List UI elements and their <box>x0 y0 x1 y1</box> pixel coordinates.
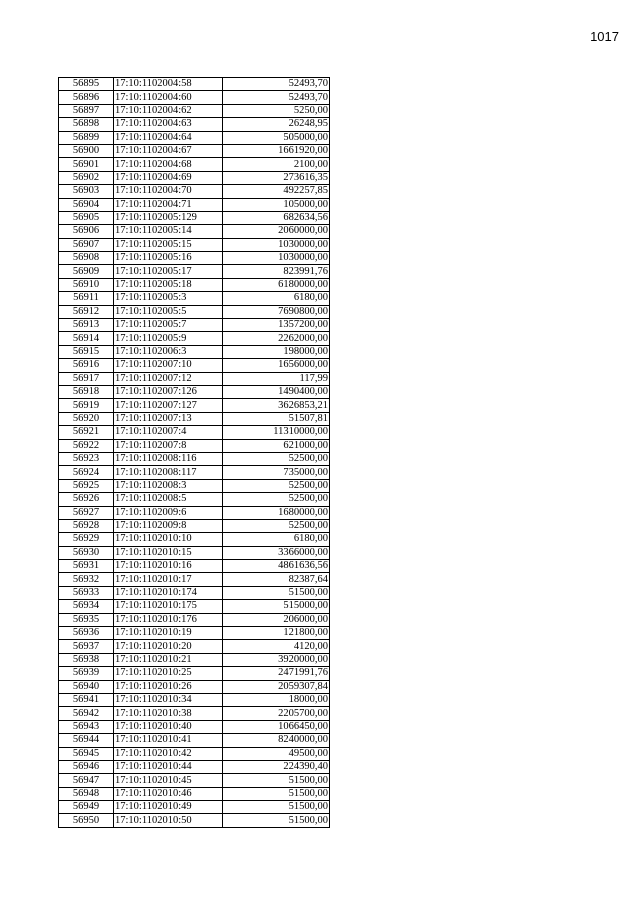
table-row <box>59 680 330 693</box>
row-number-cell: 56946 <box>59 760 114 773</box>
cadastral-number-cell: 17:10:1102005:15 <box>114 238 223 251</box>
value-cell: 1680000,00 <box>223 506 330 519</box>
table-row <box>59 493 330 506</box>
table-row <box>59 198 330 211</box>
cadastral-number-cell: 17:10:1102005:7 <box>114 319 223 332</box>
row-number-cell: 56921 <box>59 426 114 439</box>
cadastral-number-cell: 17:10:1102005:5 <box>114 305 223 318</box>
table-row <box>59 600 330 613</box>
cadastral-number-cell: 17:10:1102004:58 <box>114 78 223 91</box>
row-number-cell: 56942 <box>59 707 114 720</box>
cadastral-value-table <box>58 77 330 828</box>
row-number-cell: 56902 <box>59 171 114 184</box>
value-cell: 1030000,00 <box>223 252 330 265</box>
value-cell: 52493,70 <box>223 91 330 104</box>
row-number-cell: 56932 <box>59 573 114 586</box>
table-row <box>59 399 330 412</box>
row-number-cell: 56900 <box>59 144 114 157</box>
value-cell: 52500,00 <box>223 452 330 465</box>
value-cell: 51507,81 <box>223 412 330 425</box>
row-number-cell: 56913 <box>59 319 114 332</box>
value-cell: 121800,00 <box>223 627 330 640</box>
row-number-cell: 56925 <box>59 479 114 492</box>
value-cell: 6180000,00 <box>223 278 330 291</box>
value-cell: 273616,35 <box>223 171 330 184</box>
row-number-cell: 56904 <box>59 198 114 211</box>
value-cell: 1490400,00 <box>223 385 330 398</box>
table-row <box>59 814 330 827</box>
cadastral-number-cell: 17:10:1102004:62 <box>114 104 223 117</box>
cadastral-number-cell: 17:10:1102010:49 <box>114 801 223 814</box>
row-number-cell: 56923 <box>59 452 114 465</box>
table-row <box>59 801 330 814</box>
value-cell: 52500,00 <box>223 493 330 506</box>
cadastral-number-cell: 17:10:1102007:4 <box>114 426 223 439</box>
value-cell: 2262000,00 <box>223 332 330 345</box>
cadastral-number-cell: 17:10:1102010:26 <box>114 680 223 693</box>
row-number-cell: 56928 <box>59 519 114 532</box>
cadastral-number-cell: 17:10:1102004:60 <box>114 91 223 104</box>
value-cell: 1030000,00 <box>223 238 330 251</box>
row-number-cell: 56933 <box>59 586 114 599</box>
table-row <box>59 385 330 398</box>
table-row <box>59 185 330 198</box>
cadastral-number-cell: 17:10:1102007:13 <box>114 412 223 425</box>
table-row <box>59 519 330 532</box>
cadastral-number-cell: 17:10:1102007:10 <box>114 359 223 372</box>
value-cell: 7690800,00 <box>223 305 330 318</box>
cadastral-number-cell: 17:10:1102008:117 <box>114 466 223 479</box>
table-row <box>59 319 330 332</box>
value-cell: 105000,00 <box>223 198 330 211</box>
table-row <box>59 640 330 653</box>
cadastral-number-cell: 17:10:1102005:129 <box>114 211 223 224</box>
value-cell: 1066450,00 <box>223 720 330 733</box>
table-row <box>59 372 330 385</box>
table-row <box>59 560 330 573</box>
row-number-cell: 56939 <box>59 667 114 680</box>
value-cell: 735000,00 <box>223 466 330 479</box>
cadastral-number-cell: 17:10:1102008:5 <box>114 493 223 506</box>
table-body <box>59 78 330 828</box>
table-row <box>59 533 330 546</box>
cadastral-number-cell: 17:10:1102010:10 <box>114 533 223 546</box>
table-row <box>59 265 330 278</box>
cadastral-number-cell: 17:10:1102005:9 <box>114 332 223 345</box>
value-cell: 3920000,00 <box>223 653 330 666</box>
value-cell: 52500,00 <box>223 479 330 492</box>
cadastral-number-cell: 17:10:1102005:14 <box>114 225 223 238</box>
row-number-cell: 56931 <box>59 560 114 573</box>
cadastral-number-cell: 17:10:1102010:34 <box>114 693 223 706</box>
table-row <box>59 359 330 372</box>
cadastral-number-cell: 17:10:1102007:12 <box>114 372 223 385</box>
value-cell: 206000,00 <box>223 613 330 626</box>
value-cell: 682634,56 <box>223 211 330 224</box>
cadastral-number-cell: 17:10:1102009:8 <box>114 519 223 532</box>
value-cell: 52493,70 <box>223 78 330 91</box>
value-cell: 51500,00 <box>223 774 330 787</box>
cadastral-number-cell: 17:10:1102010:41 <box>114 734 223 747</box>
row-number-cell: 56922 <box>59 439 114 452</box>
cadastral-number-cell: 17:10:1102010:175 <box>114 600 223 613</box>
row-number-cell: 56943 <box>59 720 114 733</box>
table-row <box>59 653 330 666</box>
row-number-cell: 56926 <box>59 493 114 506</box>
table-row <box>59 747 330 760</box>
table-row <box>59 345 330 358</box>
table-row <box>59 707 330 720</box>
row-number-cell: 56937 <box>59 640 114 653</box>
value-cell: 51500,00 <box>223 801 330 814</box>
row-number-cell: 56916 <box>59 359 114 372</box>
table-row <box>59 439 330 452</box>
cadastral-number-cell: 17:10:1102010:25 <box>114 667 223 680</box>
value-cell: 1357200,00 <box>223 319 330 332</box>
table-row <box>59 225 330 238</box>
row-number-cell: 56938 <box>59 653 114 666</box>
row-number-cell: 56914 <box>59 332 114 345</box>
row-number-cell: 56905 <box>59 211 114 224</box>
cadastral-number-cell: 17:10:1102010:45 <box>114 774 223 787</box>
table-row <box>59 412 330 425</box>
value-cell: 51500,00 <box>223 814 330 827</box>
cadastral-number-cell: 17:10:1102010:16 <box>114 560 223 573</box>
row-number-cell: 56908 <box>59 252 114 265</box>
cadastral-number-cell: 17:10:1102010:19 <box>114 627 223 640</box>
row-number-cell: 56941 <box>59 693 114 706</box>
cadastral-number-cell: 17:10:1102010:17 <box>114 573 223 586</box>
value-cell: 823991,76 <box>223 265 330 278</box>
table-row <box>59 774 330 787</box>
cadastral-number-cell: 17:10:1102005:18 <box>114 278 223 291</box>
row-number-cell: 56936 <box>59 627 114 640</box>
cadastral-number-cell: 17:10:1102010:44 <box>114 760 223 773</box>
value-cell: 2060000,00 <box>223 225 330 238</box>
cadastral-number-cell: 17:10:1102004:64 <box>114 131 223 144</box>
row-number-cell: 56903 <box>59 185 114 198</box>
table-row <box>59 252 330 265</box>
value-cell: 621000,00 <box>223 439 330 452</box>
table-row <box>59 466 330 479</box>
row-number-cell: 56920 <box>59 412 114 425</box>
table-row <box>59 760 330 773</box>
page-number: 1017 <box>590 29 619 44</box>
row-number-cell: 56945 <box>59 747 114 760</box>
value-cell: 26248,95 <box>223 118 330 131</box>
table-row <box>59 91 330 104</box>
table-row <box>59 506 330 519</box>
table-row <box>59 211 330 224</box>
cadastral-number-cell: 17:10:1102010:46 <box>114 787 223 800</box>
table-row <box>59 546 330 559</box>
row-number-cell: 56898 <box>59 118 114 131</box>
cadastral-number-cell: 17:10:1102010:38 <box>114 707 223 720</box>
value-cell: 515000,00 <box>223 600 330 613</box>
table-row <box>59 479 330 492</box>
value-cell: 4861636,56 <box>223 560 330 573</box>
cadastral-number-cell: 17:10:1102005:16 <box>114 252 223 265</box>
cadastral-number-cell: 17:10:1102004:63 <box>114 118 223 131</box>
cadastral-number-cell: 17:10:1102010:21 <box>114 653 223 666</box>
table-row <box>59 158 330 171</box>
cadastral-number-cell: 17:10:1102010:40 <box>114 720 223 733</box>
table-row <box>59 787 330 800</box>
row-number-cell: 56948 <box>59 787 114 800</box>
value-cell: 52500,00 <box>223 519 330 532</box>
table-row <box>59 667 330 680</box>
cadastral-number-cell: 17:10:1102004:68 <box>114 158 223 171</box>
cadastral-number-cell: 17:10:1102010:50 <box>114 814 223 827</box>
row-number-cell: 56912 <box>59 305 114 318</box>
table-row <box>59 734 330 747</box>
cadastral-number-cell: 17:10:1102010:15 <box>114 546 223 559</box>
cadastral-number-cell: 17:10:1102007:8 <box>114 439 223 452</box>
cadastral-number-cell: 17:10:1102006:3 <box>114 345 223 358</box>
table-row <box>59 118 330 131</box>
row-number-cell: 56899 <box>59 131 114 144</box>
table-row <box>59 426 330 439</box>
value-cell: 2059307,84 <box>223 680 330 693</box>
value-cell: 224390,40 <box>223 760 330 773</box>
row-number-cell: 56910 <box>59 278 114 291</box>
table-row <box>59 292 330 305</box>
cadastral-number-cell: 17:10:1102007:127 <box>114 399 223 412</box>
table-row <box>59 238 330 251</box>
row-number-cell: 56919 <box>59 399 114 412</box>
cadastral-number-cell: 17:10:1102009:6 <box>114 506 223 519</box>
row-number-cell: 56901 <box>59 158 114 171</box>
value-cell: 1656000,00 <box>223 359 330 372</box>
table-row <box>59 573 330 586</box>
cadastral-number-cell: 17:10:1102010:20 <box>114 640 223 653</box>
value-cell: 11310000,00 <box>223 426 330 439</box>
value-cell: 51500,00 <box>223 586 330 599</box>
table-row <box>59 586 330 599</box>
value-cell: 6180,00 <box>223 292 330 305</box>
row-number-cell: 56917 <box>59 372 114 385</box>
row-number-cell: 56906 <box>59 225 114 238</box>
cadastral-number-cell: 17:10:1102005:3 <box>114 292 223 305</box>
cadastral-number-cell: 17:10:1102010:174 <box>114 586 223 599</box>
cadastral-number-cell: 17:10:1102010:42 <box>114 747 223 760</box>
table-row <box>59 452 330 465</box>
row-number-cell: 56907 <box>59 238 114 251</box>
row-number-cell: 56895 <box>59 78 114 91</box>
value-cell: 49500,00 <box>223 747 330 760</box>
table-row <box>59 171 330 184</box>
row-number-cell: 56940 <box>59 680 114 693</box>
row-number-cell: 56950 <box>59 814 114 827</box>
value-cell: 82387,64 <box>223 573 330 586</box>
value-cell: 492257,85 <box>223 185 330 198</box>
cadastral-number-cell: 17:10:1102010:176 <box>114 613 223 626</box>
row-number-cell: 56929 <box>59 533 114 546</box>
row-number-cell: 56918 <box>59 385 114 398</box>
table-row <box>59 693 330 706</box>
row-number-cell: 56934 <box>59 600 114 613</box>
value-cell: 8240000,00 <box>223 734 330 747</box>
value-cell: 3626853,21 <box>223 399 330 412</box>
value-cell: 51500,00 <box>223 787 330 800</box>
table-row <box>59 305 330 318</box>
cadastral-number-cell: 17:10:1102008:3 <box>114 479 223 492</box>
table-row <box>59 278 330 291</box>
table-row <box>59 104 330 117</box>
table-row <box>59 131 330 144</box>
cadastral-number-cell: 17:10:1102004:70 <box>114 185 223 198</box>
row-number-cell: 56896 <box>59 91 114 104</box>
value-cell: 117,99 <box>223 372 330 385</box>
row-number-cell: 56911 <box>59 292 114 305</box>
table-row <box>59 627 330 640</box>
table-row <box>59 720 330 733</box>
row-number-cell: 56924 <box>59 466 114 479</box>
row-number-cell: 56897 <box>59 104 114 117</box>
table-row <box>59 332 330 345</box>
cadastral-number-cell: 17:10:1102004:67 <box>114 144 223 157</box>
value-cell: 4120,00 <box>223 640 330 653</box>
value-cell: 198000,00 <box>223 345 330 358</box>
row-number-cell: 56927 <box>59 506 114 519</box>
cadastral-number-cell: 17:10:1102007:126 <box>114 385 223 398</box>
row-number-cell: 56909 <box>59 265 114 278</box>
cadastral-number-cell: 17:10:1102005:17 <box>114 265 223 278</box>
value-cell: 18000,00 <box>223 693 330 706</box>
row-number-cell: 56944 <box>59 734 114 747</box>
table-row <box>59 78 330 91</box>
value-cell: 2205700,00 <box>223 707 330 720</box>
value-cell: 505000,00 <box>223 131 330 144</box>
value-cell: 2100,00 <box>223 158 330 171</box>
cadastral-number-cell: 17:10:1102004:69 <box>114 171 223 184</box>
table-row <box>59 613 330 626</box>
row-number-cell: 56947 <box>59 774 114 787</box>
value-cell: 6180,00 <box>223 533 330 546</box>
value-cell: 1661920,00 <box>223 144 330 157</box>
cadastral-number-cell: 17:10:1102004:71 <box>114 198 223 211</box>
cadastral-number-cell: 17:10:1102008:116 <box>114 452 223 465</box>
value-cell: 2471991,76 <box>223 667 330 680</box>
row-number-cell: 56915 <box>59 345 114 358</box>
row-number-cell: 56949 <box>59 801 114 814</box>
value-cell: 5250,00 <box>223 104 330 117</box>
row-number-cell: 56930 <box>59 546 114 559</box>
value-cell: 3366000,00 <box>223 546 330 559</box>
table-row <box>59 144 330 157</box>
row-number-cell: 56935 <box>59 613 114 626</box>
